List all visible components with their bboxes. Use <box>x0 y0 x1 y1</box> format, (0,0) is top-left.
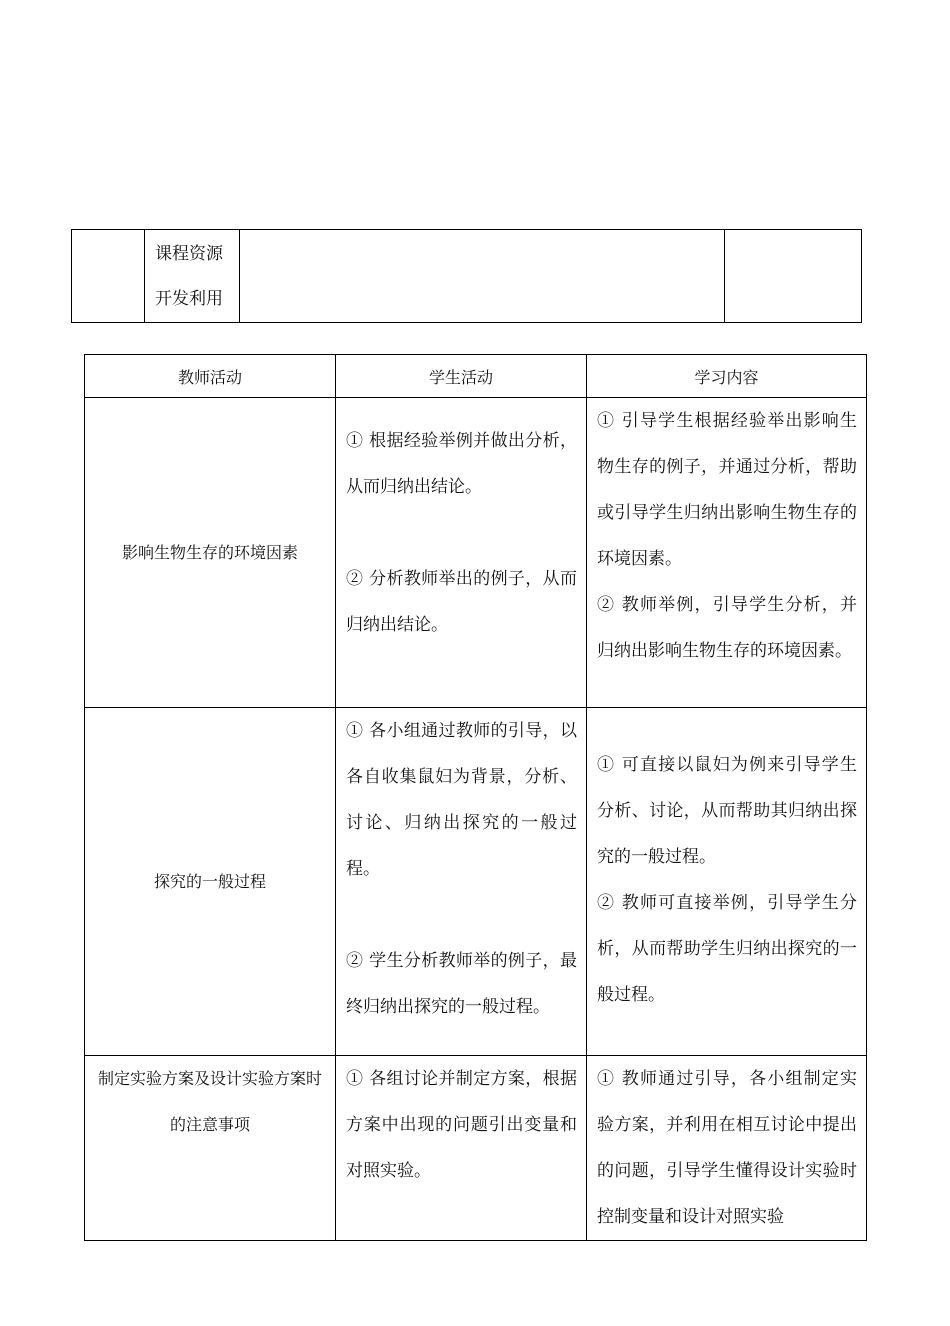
student-activity-item: ① 根据经验举例并做出分析，从而归纳出结论。 <box>346 431 577 497</box>
resource-row <box>72 230 862 323</box>
student-activity-item: ② 学生分析教师举的例子，最终归纳出探究的一般过程。 <box>346 951 577 1017</box>
student-activity-cell <box>336 708 587 1056</box>
resource-label-cell <box>145 230 240 323</box>
student-activity-item: ① 各小组通过教师的引导，以各自收集鼠妇为背景，分析、讨论、归纳出探究的一般过程。 <box>346 721 577 879</box>
student-activity-cell <box>336 1056 587 1241</box>
topic-cell: 制定实验方案及设计实验方案时的注意事项 <box>85 1056 336 1241</box>
learning-content-cell <box>587 708 867 1056</box>
learning-content-item: ① 可直接以鼠妇为例来引导学生分析、讨论，从而帮助其归纳出探究的一般过程。 <box>597 755 857 867</box>
topic-cell: 探究的一般过程 <box>85 708 336 1056</box>
table-header-row <box>85 355 867 398</box>
learning-content-cell <box>587 1056 867 1241</box>
header-student-activity: 学生活动 <box>336 355 587 398</box>
table-row <box>85 708 867 1056</box>
table-row <box>85 398 867 708</box>
learning-content-item: ② 教师可直接举例，引导学生分析，从而帮助学生归纳出探究的一般过程。 <box>597 893 857 1005</box>
learning-content-item: ① 教师通过引导，各小组制定实验方案，并利用在相互讨论中提出的问题，引导学生懂得设计实验时控制变量和设计对照实验 <box>597 1069 857 1227</box>
header-learning-content: 学习内容 <box>587 355 867 398</box>
learning-content-item: ① 引导学生根据经验举出影响生物生存的例子，并通过分析，帮助或引导学生归纳出影响生物生存的环境因素。 <box>597 411 857 569</box>
resource-label-line1: 课程资源 <box>155 244 223 264</box>
learning-content-cell <box>587 398 867 708</box>
resource-label-line2: 开发利用 <box>155 289 223 309</box>
activity-table <box>84 354 867 1241</box>
learning-content-item: ② 教师举例，引导学生分析，并归纳出影响生物生存的环境因素。 <box>597 595 857 661</box>
resource-table <box>71 229 862 323</box>
student-activity-item: ② 分析教师举出的例子，从而归纳出结论。 <box>346 569 577 635</box>
resource-empty-cell-1 <box>72 230 145 323</box>
topic-cell: 影响生物生存的环境因素 <box>85 398 336 708</box>
header-teacher-activity: 教师活动 <box>85 355 336 398</box>
resource-empty-cell-2 <box>725 230 862 323</box>
table-row <box>85 1056 867 1241</box>
student-activity-item: ① 各组讨论并制定方案，根据方案中出现的问题引出变量和对照实验。 <box>346 1069 577 1181</box>
student-activity-cell <box>336 398 587 708</box>
resource-content-cell <box>240 230 725 323</box>
